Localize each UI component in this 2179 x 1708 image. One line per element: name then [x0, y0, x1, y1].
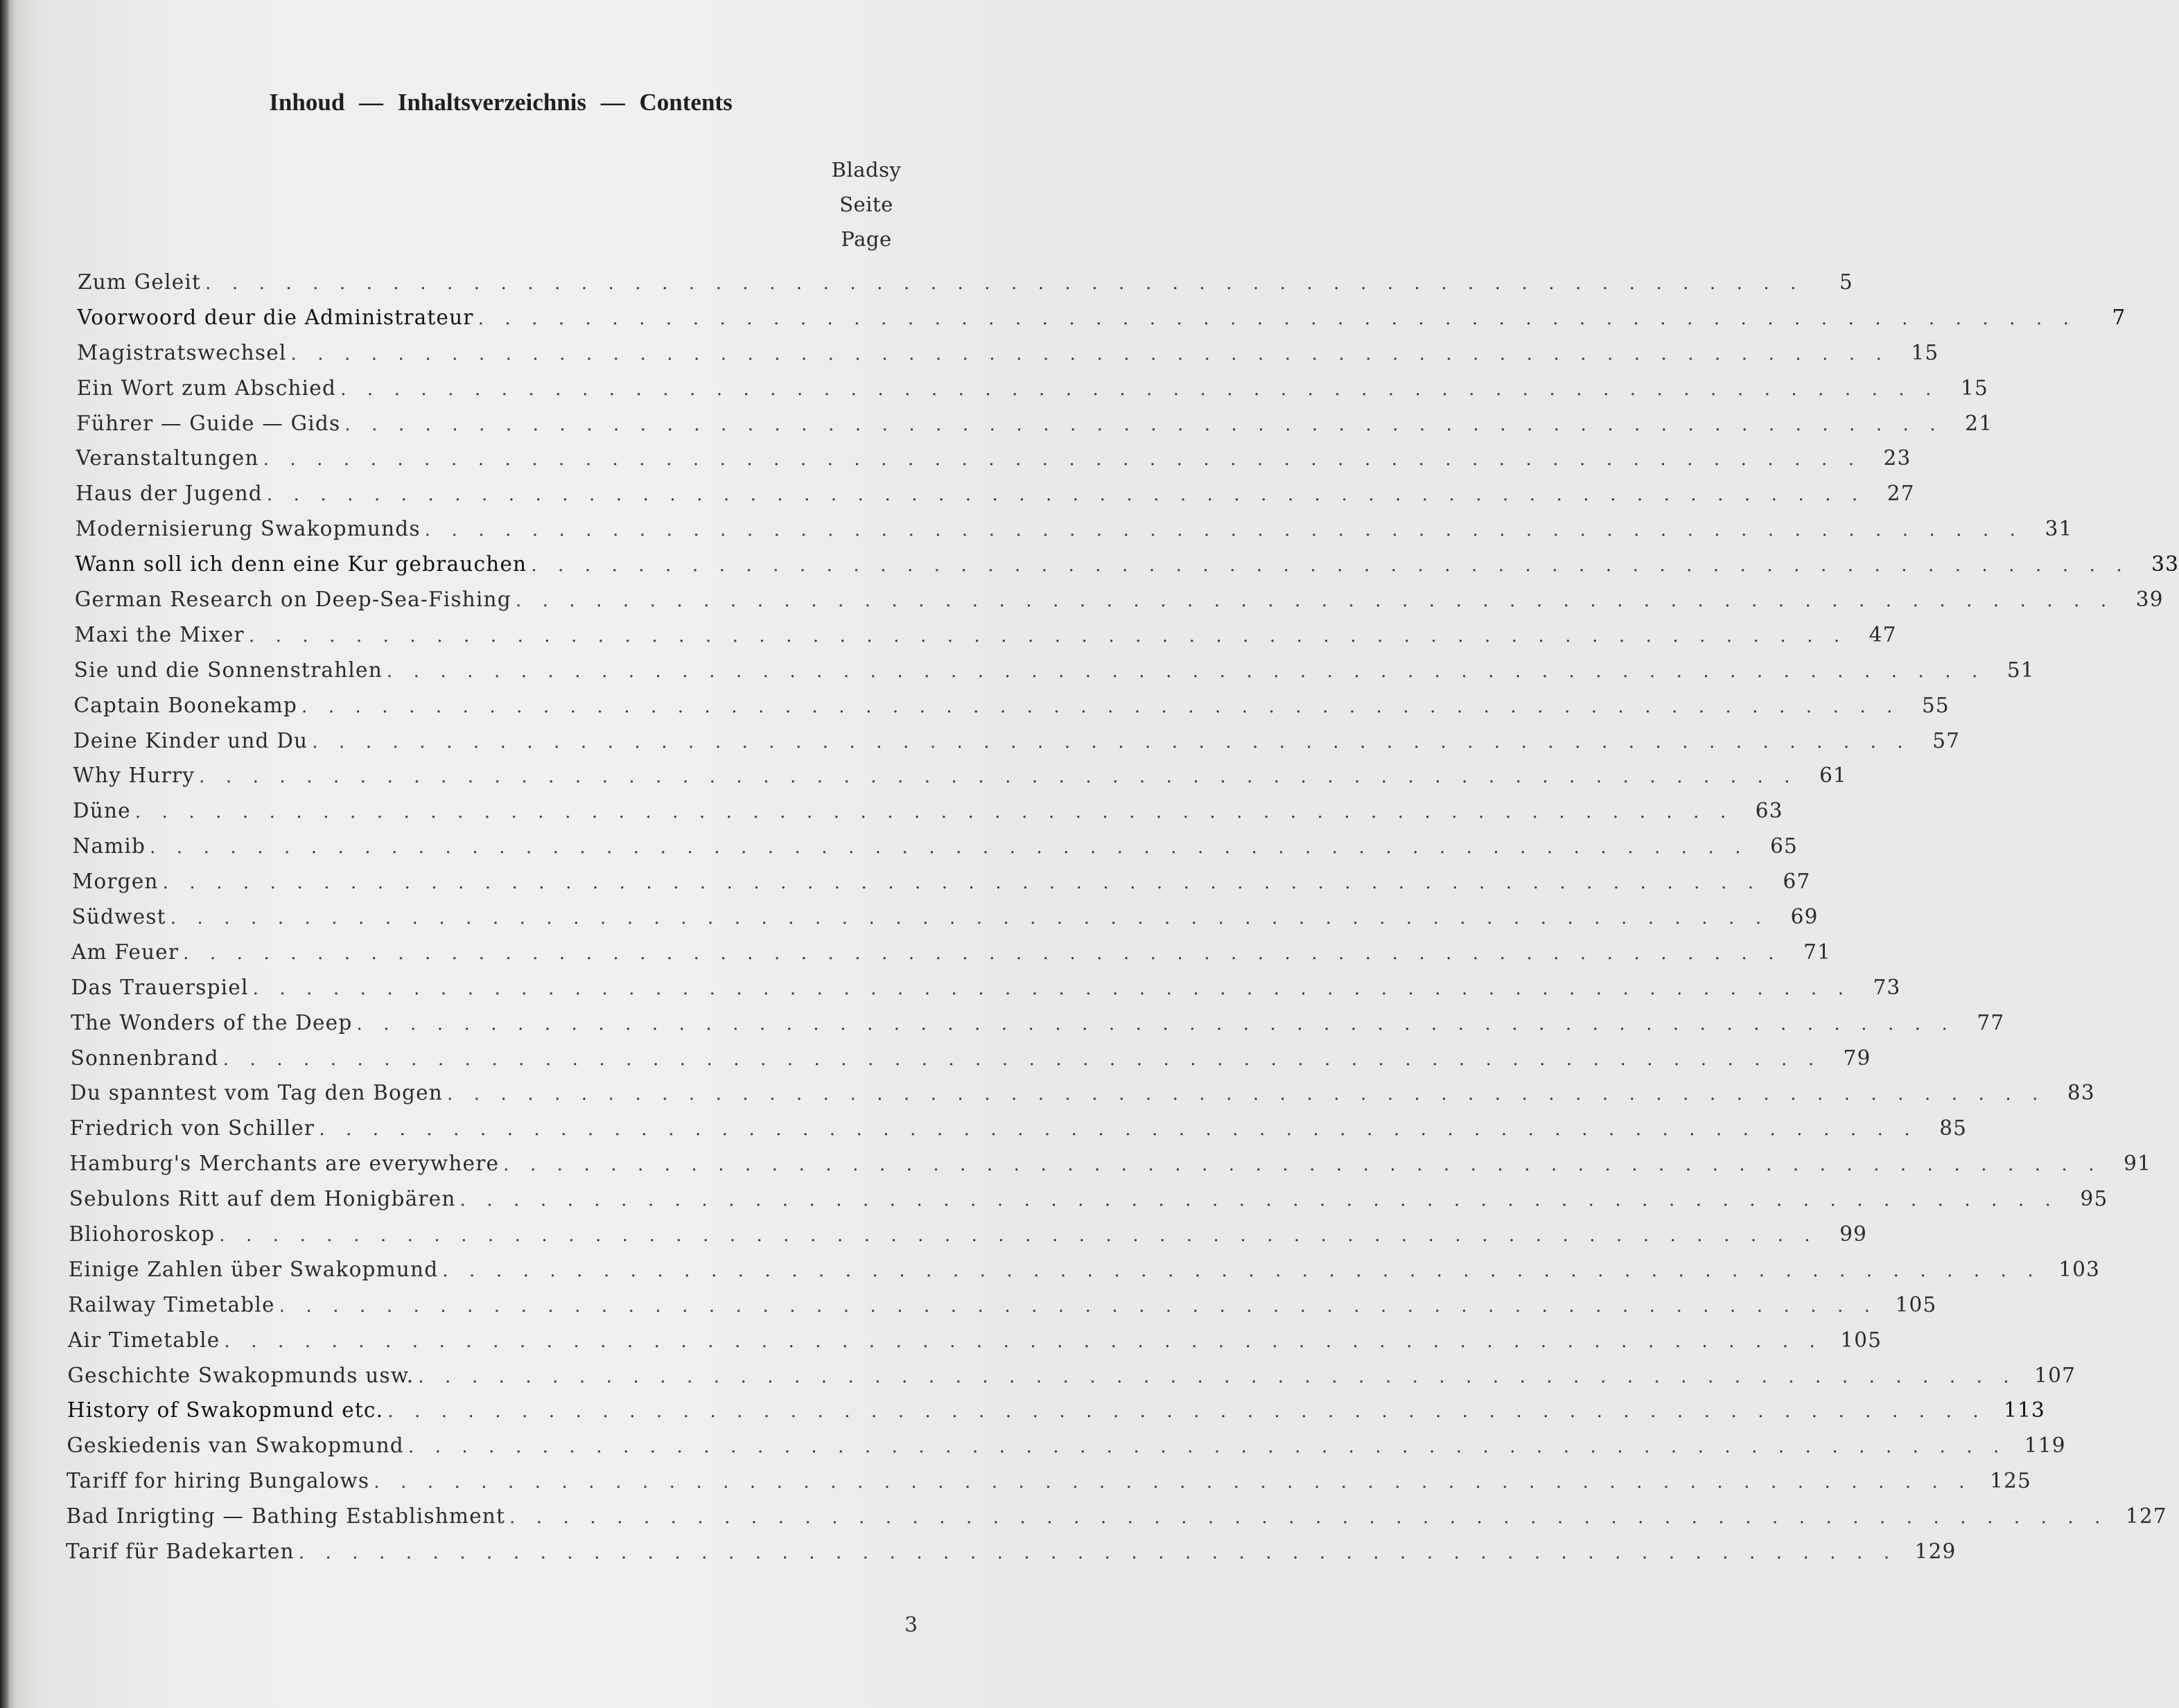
toc-entry-title: Zum Geleit — [78, 270, 202, 294]
toc-entry — [72, 834, 1799, 863]
toc-entry — [71, 1010, 2005, 1040]
toc-entry-page: 105 — [1895, 1292, 1937, 1317]
toc-entry-title: The Wonders of the Deep — [71, 1010, 353, 1035]
toc-entry — [73, 693, 1950, 723]
toc-entry-page: 127 — [2125, 1504, 2167, 1529]
dot-leader: ............................................................ — [356, 1013, 1969, 1035]
toc-entry-page: 61 — [1819, 764, 1848, 788]
toc-entry — [76, 411, 1993, 441]
toc-entry-title: Düne — [72, 799, 131, 823]
toc-entry-page: 27 — [1887, 482, 1915, 506]
toc-entry-title: Sonnenbrand — [70, 1046, 219, 1070]
toc-entry-title: Das Trauerspiel — [71, 975, 249, 999]
toc-entry — [73, 728, 1961, 758]
dot-leader: ............................................................ — [509, 1507, 2121, 1529]
toc-entry-title: Friedrich von Schiller — [69, 1116, 315, 1141]
toc-entry-title: Geschichte Swakopmunds usw. — [67, 1363, 414, 1387]
toc-entry — [70, 1046, 1871, 1075]
toc-entry — [73, 764, 1848, 793]
dot-leader: ............................................................ — [162, 872, 1775, 894]
dot-leader: ............................................................ — [301, 696, 1914, 717]
toc-entry-title: Bliohoroskop — [69, 1222, 216, 1246]
toc-entry-page: 71 — [1803, 940, 1832, 964]
toc-entry-page: 31 — [2045, 517, 2073, 541]
toc-entry-page: 95 — [2080, 1187, 2108, 1211]
toc-entry-page: 33 — [2151, 552, 2179, 576]
toc-entry-page: 23 — [1883, 446, 1911, 470]
toc-entry-title: Sebulons Ritt auf dem Honigbären — [69, 1187, 456, 1211]
toc-entry — [74, 622, 1897, 652]
dot-leader: ............................................................ — [205, 273, 1817, 294]
page-title — [0, 89, 1001, 116]
toc-entry-page: 55 — [1921, 693, 1950, 717]
toc-entry — [76, 482, 1915, 511]
toc-entry-page: 7 — [2112, 305, 2126, 329]
dot-leader: ............................................................ — [446, 1084, 2059, 1105]
dot-leader: ............................................................ — [344, 414, 1957, 435]
toc-entry — [67, 1434, 2066, 1463]
dot-leader: ............................................................ — [279, 1295, 1891, 1317]
toc-entry-title: German Research on Deep-Sea-Fishing — [74, 588, 511, 611]
dot-leader: ............................................................ — [222, 1048, 1835, 1070]
toc-entry-page: 119 — [2024, 1434, 2066, 1458]
title-german: Inhaltsverzeichnis — [397, 89, 587, 116]
toc-entry-page: 125 — [1990, 1469, 2031, 1493]
toc-entry-page: 15 — [1911, 340, 1939, 364]
toc-entry-page: 107 — [2034, 1363, 2076, 1387]
toc-entry — [77, 305, 2126, 335]
toc-entry-page: 39 — [2135, 588, 2164, 611]
dot-leader: ............................................................ — [424, 520, 2037, 541]
toc-entry-title: Du spanntest vom Tag den Bogen — [70, 1081, 443, 1105]
dot-leader: ............................................................ — [263, 449, 1875, 470]
dot-leader: ............................................................ — [199, 766, 1812, 788]
toc-entry — [72, 799, 1783, 828]
toc-entry-title: Voorwoord deur die Administrateur — [77, 305, 474, 329]
toc-entry — [66, 1469, 2031, 1498]
toc-entry — [67, 1398, 2046, 1427]
toc-entry-page: 73 — [1873, 975, 1901, 999]
dot-leader: ............................................................ — [442, 1260, 2055, 1281]
toc-entry-title: Tariff for hiring Bungalows — [66, 1469, 370, 1493]
title-afrikaans: Inhoud — [269, 89, 345, 116]
dot-leader: ............................................................ — [374, 1472, 1986, 1493]
toc-entry — [67, 1328, 1882, 1357]
column-header-seite: Seite — [839, 193, 893, 216]
dot-leader: ............................................................ — [478, 308, 2090, 329]
toc-entry-page: 67 — [1783, 870, 1811, 894]
toc-entry-title: Bad Inrigting — Bathing Establishment — [66, 1504, 506, 1529]
toc-entry-title: Air Timetable — [67, 1328, 220, 1352]
toc-entry-page: 85 — [1939, 1116, 1968, 1141]
title-separator: — — [359, 89, 384, 116]
dot-leader: ............................................................ — [312, 731, 1925, 752]
dot-leader: ............................................................ — [150, 837, 1762, 859]
page-number: 3 — [904, 1613, 918, 1637]
toc-entry-title: Südwest — [71, 905, 166, 928]
toc-entry — [76, 376, 1988, 405]
toc-entry — [66, 1504, 2167, 1533]
toc-entry-title: Führer — Guide — Gids — [76, 411, 341, 435]
toc-entry-title: Geskiedenis van Swakopmund — [67, 1434, 404, 1458]
toc-entry-page: 91 — [2124, 1152, 2152, 1176]
toc-entry-page: 51 — [2006, 658, 2035, 682]
dot-leader: ............................................................ — [290, 343, 1903, 364]
toc-entry-page: 15 — [1961, 376, 1988, 400]
toc-entry — [66, 1540, 1957, 1569]
toc-entry-title: Namib — [72, 834, 146, 859]
toc-entry-page: 83 — [2067, 1081, 2095, 1105]
toc-entry — [71, 870, 1811, 899]
dot-leader: ............................................................ — [298, 1542, 1911, 1563]
dot-leader: ............................................................ — [418, 1366, 2031, 1387]
toc-entry-page: 105 — [1840, 1328, 1882, 1352]
toc-entry-title: Veranstaltungen — [76, 446, 259, 470]
dot-leader: ............................................................ — [460, 1190, 2072, 1211]
toc-entry — [69, 1152, 2152, 1181]
dot-leader: ............................................................ — [252, 978, 1865, 999]
toc-entry-title: Why Hurry — [73, 764, 195, 788]
toc-entry-page: 103 — [2058, 1257, 2101, 1281]
toc-entry-title: Einige Zahlen über Swakopmund — [68, 1257, 439, 1281]
toc-entry-title: History of Swakopmund etc. — [67, 1398, 384, 1423]
toc-entry-title: Morgen — [71, 870, 159, 894]
toc-entry-page: 65 — [1770, 834, 1799, 859]
toc-entry-title: Tarif für Badekarten — [66, 1540, 295, 1563]
dot-leader: ............................................................ — [408, 1436, 2020, 1458]
toc-entry-page: 99 — [1839, 1222, 1868, 1246]
toc-entry — [75, 517, 2073, 546]
dot-leader: ............................................................ — [266, 484, 1879, 506]
toc-entry — [69, 1222, 1868, 1251]
toc-entry — [77, 340, 1939, 370]
dot-leader: ............................................................ — [515, 590, 2128, 611]
toc-entry-title: Haus der Jugend — [76, 482, 263, 506]
toc-entry — [74, 588, 2164, 617]
title-separator: — — [600, 89, 625, 116]
toc-entry-title: Deine Kinder und Du — [73, 728, 308, 752]
dot-leader: ............................................................ — [340, 378, 1952, 400]
dot-leader: ............................................................ — [531, 555, 2144, 576]
toc-entry — [78, 270, 1853, 299]
dot-leader: ............................................................ — [248, 625, 1861, 646]
toc-entry-page: 79 — [1843, 1046, 1871, 1070]
toc-entry-page: 113 — [2004, 1398, 2046, 1423]
toc-entry-page: 69 — [1790, 905, 1819, 928]
dot-leader: ............................................................ — [183, 942, 1796, 964]
dot-leader: ............................................................ — [219, 1225, 1832, 1246]
toc-entry — [71, 905, 1819, 934]
column-header-bladsy: Bladsy — [831, 158, 902, 182]
toc-entry-title: Magistratswechsel — [77, 340, 287, 364]
toc-entry — [71, 940, 1832, 969]
toc-entry-title: Modernisierung Swakopmunds — [75, 517, 421, 541]
toc-entry-title: Maxi the Mixer — [74, 622, 245, 646]
toc-entry-page: 63 — [1755, 799, 1783, 823]
toc-entry-title: Hamburg's Merchants are everywhere — [69, 1152, 500, 1176]
dot-leader: ............................................................ — [170, 908, 1783, 928]
title-english: Contents — [639, 89, 733, 116]
toc-entry — [75, 552, 2179, 581]
dot-leader: ............................................................ — [387, 1401, 2000, 1423]
dot-leader: ............................................................ — [319, 1119, 1932, 1141]
toc-entry — [70, 1081, 2095, 1110]
toc-entry-page: 129 — [1914, 1540, 1957, 1563]
toc-entry-title: Captain Boonekamp — [73, 693, 298, 717]
toc-entry — [68, 1292, 1937, 1322]
column-header-page: Page — [841, 227, 892, 251]
toc-entry-title: Wann soll ich denn eine Kur gebrauchen — [75, 552, 527, 576]
toc-entry — [69, 1116, 1968, 1145]
toc-entry-page: 77 — [1977, 1010, 2005, 1035]
toc-entry-title: Sie und die Sonnenstrahlen — [73, 658, 383, 682]
toc-entry-title: Am Feuer — [71, 940, 180, 964]
dot-leader: ............................................................ — [503, 1154, 2116, 1176]
toc-entry-page: 5 — [1839, 270, 1853, 294]
toc-entry — [76, 446, 1911, 475]
toc-entry-page: 57 — [1932, 728, 1961, 752]
dot-leader: ............................................................ — [224, 1330, 1837, 1352]
toc-entry-page: 47 — [1869, 622, 1897, 646]
toc-entry-page: 21 — [1965, 411, 1993, 435]
toc-entry — [68, 1257, 2101, 1287]
toc-entry-title: Railway Timetable — [68, 1292, 275, 1317]
dot-leader: ............................................................ — [134, 802, 1747, 823]
toc-entry-title: Ein Wort zum Abschied — [76, 376, 337, 400]
toc-entry — [67, 1363, 2076, 1393]
toc-entry — [73, 658, 2035, 687]
toc-entry — [69, 1187, 2108, 1216]
toc-entry — [71, 975, 1901, 1005]
page-binding-edge — [0, 0, 10, 1708]
dot-leader: ............................................................ — [386, 660, 1999, 682]
